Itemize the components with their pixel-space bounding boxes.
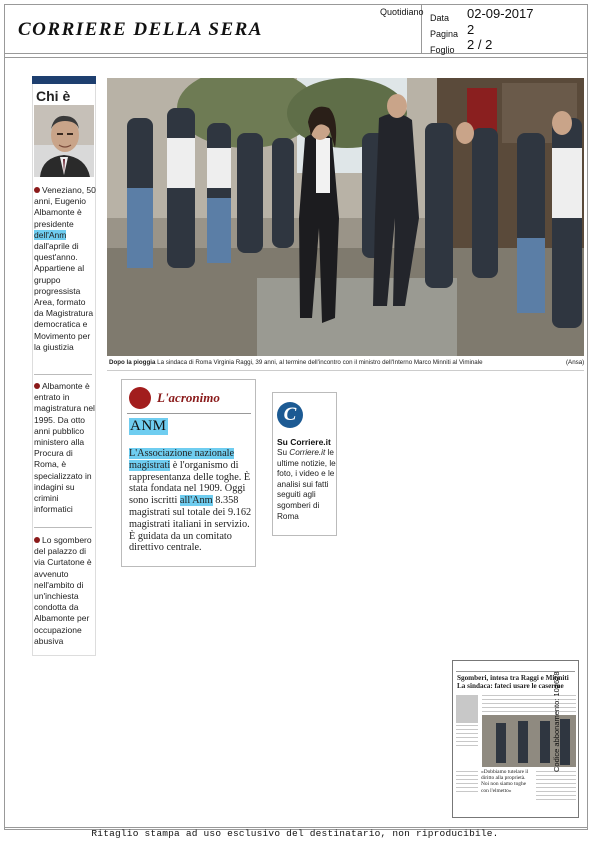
acronym-name: ANM <box>130 418 167 434</box>
meta-page-value: 2 <box>467 22 475 37</box>
corriere-logo-icon: C <box>277 402 303 428</box>
caption-text: La sindaca di Roma Virginia Raggi, 39 anni, al termine dell'incontro con il ministro dell'Interno Marco Minniti al Viminale <box>157 359 483 366</box>
publication-type: Quotidiano <box>380 7 424 17</box>
thumb-quote: «Dobbiamo tutelare il diritto alla proprietà. Noi non siamo toghe con l'elmetto» <box>481 769 529 794</box>
bullet-icon <box>34 537 40 543</box>
meta-date-label: Data <box>430 13 450 23</box>
photo-caption <box>109 359 585 367</box>
acronym-rule <box>127 413 251 414</box>
bullet-icon <box>34 187 40 193</box>
bio-color-bar <box>32 76 96 84</box>
thumb-headline: Sgomberi, intesa tra Raggi e Minniti La sindaca: fateci usare le caserme <box>457 674 569 690</box>
bio-paragraph-2: Albamonte è entrato in magistratura nel 1995. Da otto anni pubblico ministero alla Procura di Roma, è specializzato in indagini su crimini informatici <box>34 381 95 515</box>
footer-notice: Ritaglio stampa ad uso esclusivo del destinatario, non riproducibile. <box>91 828 499 839</box>
masthead: CORRIERE DELLA SERA <box>18 19 263 40</box>
bio-title: Chi è <box>36 88 71 104</box>
bullet-icon <box>34 383 40 389</box>
photo-credit: (Ansa) <box>566 359 585 366</box>
portrait-photo <box>34 105 94 177</box>
meta-sheet-label: Foglio <box>430 45 455 55</box>
acronym-circle-icon <box>129 387 151 409</box>
subscription-code: Codice abbonamento: 102628 <box>552 671 561 772</box>
main-photo <box>107 78 584 356</box>
acronym-section-title: L'acronimo <box>157 390 220 405</box>
bio-paragraph-1: Veneziano, 50 anni, Eugenio Albamonte è presidente dell'Anm dall'aprile di quest'anno. Appartiene al gruppo progressista Area, formato da Magistratura democratica e Movimento per la giustizia <box>34 185 96 352</box>
bio-separator <box>34 527 92 528</box>
meta-date-value: 02-09-2017 <box>467 6 534 21</box>
caption-rule <box>107 370 584 371</box>
corriere-box-title: Su Corriere.it <box>277 437 331 447</box>
bio-separator <box>34 374 92 375</box>
meta-page-label: Pagina <box>430 29 459 39</box>
bio-paragraph-3: Lo sgombero del palazzo di via Curtatone è avvenuto nell'ambito di un'inchiesta condotta da Albamonte per occupazione abusiva <box>34 535 92 646</box>
meta-sheet-value: 2 / 2 <box>467 37 493 52</box>
corriere-box-text: Su Corriere.it le ultime notizie, le foto, i video e le analisi sui fatti seguiti agli sgomberi di Roma <box>277 448 336 521</box>
caption-title: Dopo la pioggia <box>109 359 156 366</box>
acronym-text: L'Associazione nazionale magistrati è l'organismo di rappresentanza delle toghe. È stata fondata nel 1909. Oggi sono iscritti all'Anm 8.358 magistrati sul totale dei 9.162 magistrati italiani in servizio. È guidata da un comitato direttivo centrale. <box>129 448 252 554</box>
